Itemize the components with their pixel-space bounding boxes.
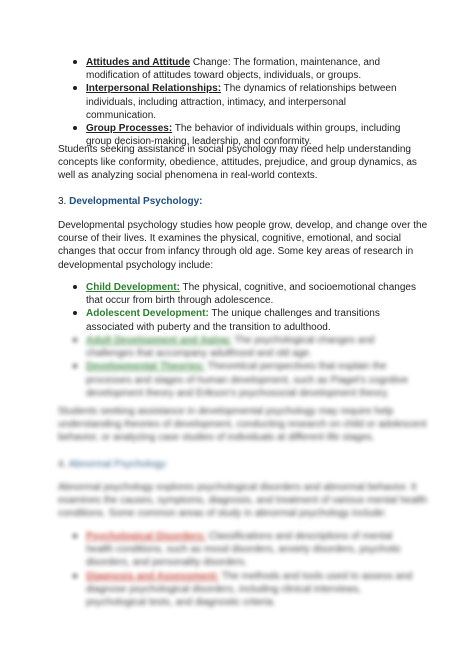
list-item [0, 56, 474, 82]
bullet-icon [73, 285, 77, 289]
heading-number: 4. [58, 459, 69, 470]
list-term: Psychological Disorders: [86, 531, 207, 542]
list-text: The physical, cognitive, and socioemotional changes that occur from birth through adolescence. [86, 282, 416, 307]
list-item [0, 82, 474, 122]
list-term: Child Development: [86, 282, 180, 293]
list-term: Adolescent Development: [86, 308, 209, 320]
list-term: Diagnosis and Assessment: [86, 570, 220, 582]
developmental-psychology-list-continued [0, 334, 474, 400]
list-text: The methods and tools used to assess and diagnose psychological disorders, including clinical interviews, psychological tests, and diagnostic criteria. [86, 570, 413, 609]
heading-title: Abnormal Psychology: [68, 459, 169, 470]
list-item [0, 360, 474, 400]
abnormal-intro-paragraph: Abnormal psychology explores psychological disorders and abnormal behavior. It examines the causes, symptoms, diagnosis, and treatment of various mental health conditions. Some common areas of study in abnormal psychology include: [58, 482, 428, 520]
list-term: Group Processes: [86, 123, 173, 135]
heading-title: Developmental Psychology: [69, 196, 203, 207]
list-text: Classifications and descriptions of mental health conditions, such as mood disorders, anxiety disorders, psychotic disorders, and personality disorders. [86, 531, 402, 569]
bullet-icon [73, 60, 77, 64]
list-item [0, 334, 474, 360]
list-term: Interpersonal Relationships: [86, 83, 222, 95]
bullet-icon [73, 338, 77, 342]
bullet-icon [73, 86, 77, 90]
bullet-icon [73, 126, 77, 130]
list-text: The dynamics of relationships between individuals, including attraction, intimacy, and interpersonal communication. [86, 83, 397, 121]
list-item [0, 570, 474, 610]
abnormal-psychology-list [0, 530, 474, 609]
developmental-intro-paragraph: Developmental psychology studies how people grow, develop, and change over the course of their lives. It examines the physical, cognitive, emotional, and social changes that occur from infancy through old age. Some key areas of research in developmental psychology include: [58, 220, 428, 271]
bullet-icon [73, 311, 77, 315]
developmental-psychology-list [0, 281, 474, 334]
developmental-summary-paragraph: Students seeking assistance in developmental psychology may require help understanding theories of development, conducting research on child or adolescent behavior, or analyzing case studies of individuals at different life stages. [58, 406, 427, 444]
list-item [0, 281, 474, 307]
section-heading-abnormal [0, 458, 474, 471]
list-text: Theoretical perspectives that explain the processes and stages of human development, such as Piaget's cognitive development theory and Erikson's psychosocial development theory. [86, 361, 409, 399]
list-term: Developmental Theories: [86, 361, 205, 373]
heading-number: 3. [58, 196, 70, 207]
section-heading-developmental [0, 195, 474, 208]
bullet-icon [73, 364, 77, 368]
list-term: Attitudes and Attitude [86, 57, 191, 68]
list-item [0, 530, 474, 570]
list-text: The psychological changes and challenges that accompany adulthood and old age. [86, 335, 375, 360]
bullet-icon [73, 574, 77, 578]
bullet-icon [73, 534, 77, 538]
list-text: Change: The formation, maintenance, and modification of attitudes toward objects, individuals, or groups. [86, 57, 380, 82]
social-summary-paragraph: Students seeking assistance in social psychology may need help understanding concepts like conformity, obedience, attitudes, prejudice, and group dynamics, as well as analyzing social phenomena in real-world contexts. [58, 144, 417, 182]
list-term: Adult Development and Aging: [86, 335, 232, 346]
list-text: The unique challenges and transitions associated with puberty and the transition to adulthood. [86, 308, 380, 333]
list-text: The behavior of individuals within groups, including group decision-making, leadership, and conformity. [86, 123, 401, 148]
list-item [0, 307, 474, 333]
social-psychology-list [0, 56, 474, 148]
